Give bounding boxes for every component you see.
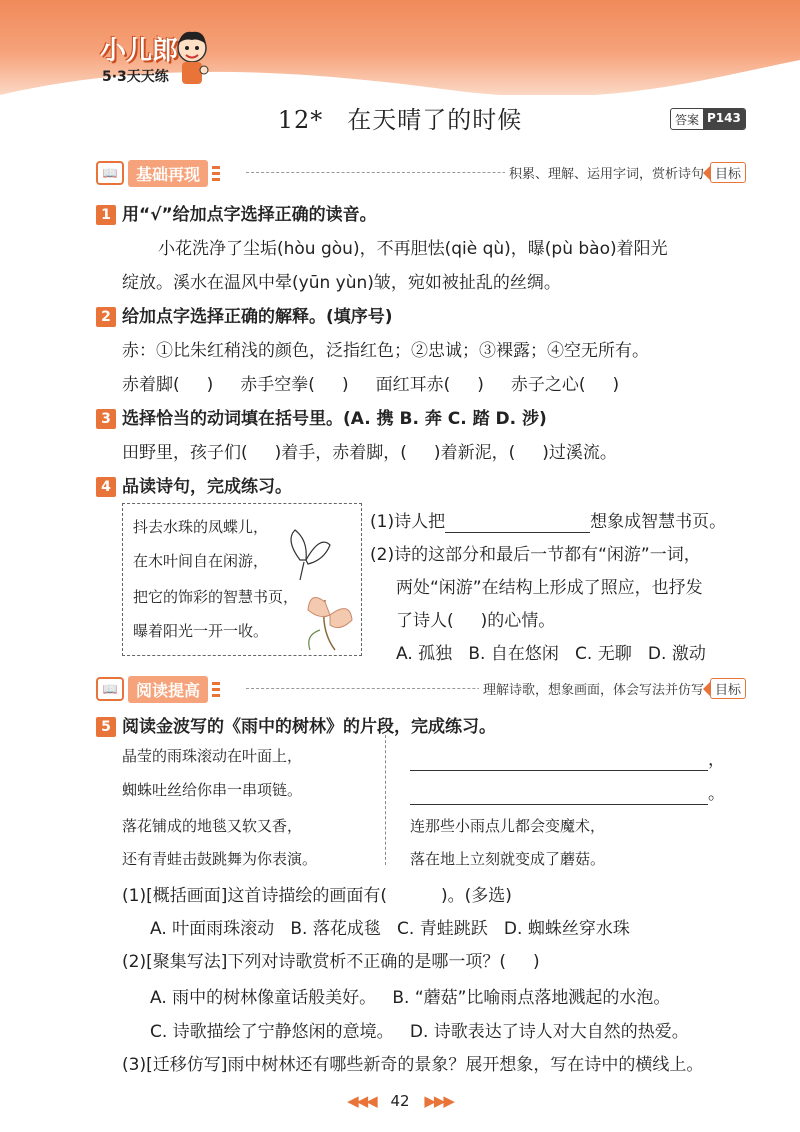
q4-options: A. 孤独 B. 自在悠闲 C. 无聊 D. 激动 xyxy=(396,644,706,664)
question-prompt: 阅读金波写的《雨中的树林》的片段，完成练习。 xyxy=(122,717,496,737)
goal-tag: 目标 xyxy=(710,678,746,699)
question-3 xyxy=(96,404,547,429)
poem-blank-line-1: ， xyxy=(410,745,725,771)
q1-text-line2: 绽放。溪水在温风中晕(yūn yùn)皱，宛如被扯乱的丝绸。 xyxy=(122,273,561,293)
q5-sub1-options: A. 叶面雨珠滚动 B. 落花成毯 C. 青蛙跳跃 D. 蜘蛛丝穿水珠 xyxy=(150,919,630,939)
question-prompt: 用“√”给加点字选择正确的读音。 xyxy=(122,205,377,225)
poem-divider xyxy=(385,735,386,865)
book-icon: 📖 xyxy=(96,677,124,701)
answer-label: 答案 xyxy=(675,113,700,127)
poem-line: 把它的饰彩的智慧书页， xyxy=(133,588,299,606)
next-arrows-icon: ▶▶▶ xyxy=(424,1092,453,1110)
q2-definitions: 赤：①比朱红稍浅的颜色，泛指红色；②忠诚；③裸露；④空无所有。 xyxy=(122,341,649,361)
answer-blank[interactable] xyxy=(445,512,590,533)
goal-text: 理解诗歌，想象画面，体会写法并仿写 xyxy=(482,683,704,698)
question-number: 1 xyxy=(96,205,116,225)
butterfly-flower-illustration xyxy=(280,520,370,660)
q1-text-line1: 小花洗净了尘垢(hòu gòu)，不再胆怯(qiè qù)，曝(pù bào)着阳光 xyxy=(158,239,668,259)
question-number: 3 xyxy=(96,409,116,429)
section-goal xyxy=(505,162,746,183)
lesson-number: 12* xyxy=(277,106,324,134)
q3-sentence: 田野里，孩子们( )着手，赤着脚，( )着新泥，( )过溪流。 xyxy=(122,443,617,463)
q5-sub3: (3)[迁移仿写]雨中树林还有哪些新奇的景象？展开想象，写在诗中的横线上。 xyxy=(122,1055,704,1075)
q4-sub2-line3: 了诗人( )的心情。 xyxy=(396,611,556,631)
section-goal xyxy=(479,678,746,699)
q2-items: 赤着脚( ) 赤手空拳( ) 面红耳赤( ) 赤子之心( ) xyxy=(122,375,620,395)
q4-sub1-post: 想象成智慧书页。 xyxy=(590,512,727,532)
section-badge xyxy=(96,676,220,702)
question-1 xyxy=(96,200,377,225)
section-basic xyxy=(96,160,746,186)
q4-sub1 xyxy=(370,507,726,533)
answer-blank[interactable] xyxy=(410,750,708,771)
poem-line: 蜘蛛吐丝给你串一串项链。 xyxy=(122,781,303,799)
question-number: 5 xyxy=(96,717,116,737)
poem-line: 抖去水珠的凤蝶儿， xyxy=(133,518,269,536)
question-2 xyxy=(96,302,393,327)
question-prompt: 给加点字选择正确的解释。(填序号) xyxy=(122,307,393,327)
poem-blank-line-2: 。 xyxy=(410,779,725,805)
q5-sub1: (1)[概括画面]这首诗描绘的画面有( )。(多选) xyxy=(122,886,512,906)
poem-line: 落花铺成的地毯又软又香， xyxy=(122,817,303,835)
poem-line: 在木叶间自在闲游， xyxy=(133,552,269,570)
goal-tag: 目标 xyxy=(710,162,746,183)
section-title: 基础再现 xyxy=(128,160,208,187)
page-number: 42 xyxy=(390,1092,410,1110)
section-advanced xyxy=(96,676,746,702)
poem-line: 曝着阳光一开一收。 xyxy=(133,622,269,640)
section-badge xyxy=(96,160,220,186)
goal-text: 积累、理解、运用字词，赏析诗句 xyxy=(508,167,704,182)
book-icon: 📖 xyxy=(96,161,124,185)
question-5 xyxy=(96,712,496,737)
brand-name: 小儿郎 xyxy=(100,36,179,66)
q4-sub2-line2: 两处“闲游”在结构上形成了照应，也抒发 xyxy=(396,578,703,598)
lesson-title-text: 在天晴了的时候 xyxy=(347,106,523,134)
question-number: 4 xyxy=(96,477,116,497)
brand-subtitle: 5·3天天练 xyxy=(102,69,169,85)
q5-sub2: (2)[聚集写法]下列对诗歌赏析不正确的是哪一项？( ) xyxy=(122,952,540,972)
section-bars xyxy=(212,166,220,181)
section-bars xyxy=(212,682,220,697)
section-title: 阅读提高 xyxy=(128,676,208,703)
prev-arrows-icon: ◀◀◀ xyxy=(347,1092,376,1110)
poem-line: 晶莹的雨珠滚动在叶面上， xyxy=(122,747,303,765)
question-prompt: 品读诗句，完成练习。 xyxy=(122,477,292,497)
poem-line: 还有青蛙击鼓跳舞为你表演。 xyxy=(122,850,318,868)
answer-page: P143 xyxy=(703,109,745,129)
q4-sub2-line1: (2)诗的这部分和最后一节都有“闲游”一词， xyxy=(370,545,701,565)
mascot-icon xyxy=(172,30,212,90)
question-prompt: 选择恰当的动词填在括号里。(A. 携 B. 奔 C. 踏 D. 涉) xyxy=(122,409,547,429)
page-footer xyxy=(0,1092,800,1110)
poem-line: 连那些小雨点儿都会变魔术， xyxy=(410,817,606,835)
poem-line: 落在地上立刻就变成了蘑菇。 xyxy=(410,850,606,868)
question-4 xyxy=(96,472,292,497)
answer-reference xyxy=(670,108,746,130)
question-number: 2 xyxy=(96,307,116,327)
answer-blank[interactable] xyxy=(410,784,708,805)
q4-sub1-pre: (1)诗人把 xyxy=(370,512,446,532)
q5-sub2-options-b: C. 诗歌描绘了宁静悠闲的意境。 D. 诗歌表达了诗人对大自然的热爱。 xyxy=(150,1022,689,1042)
q5-sub2-options-a: A. 雨中的树林像童话般美好。 B. “蘑菇”比喻雨点落地溅起的水泡。 xyxy=(150,988,671,1008)
